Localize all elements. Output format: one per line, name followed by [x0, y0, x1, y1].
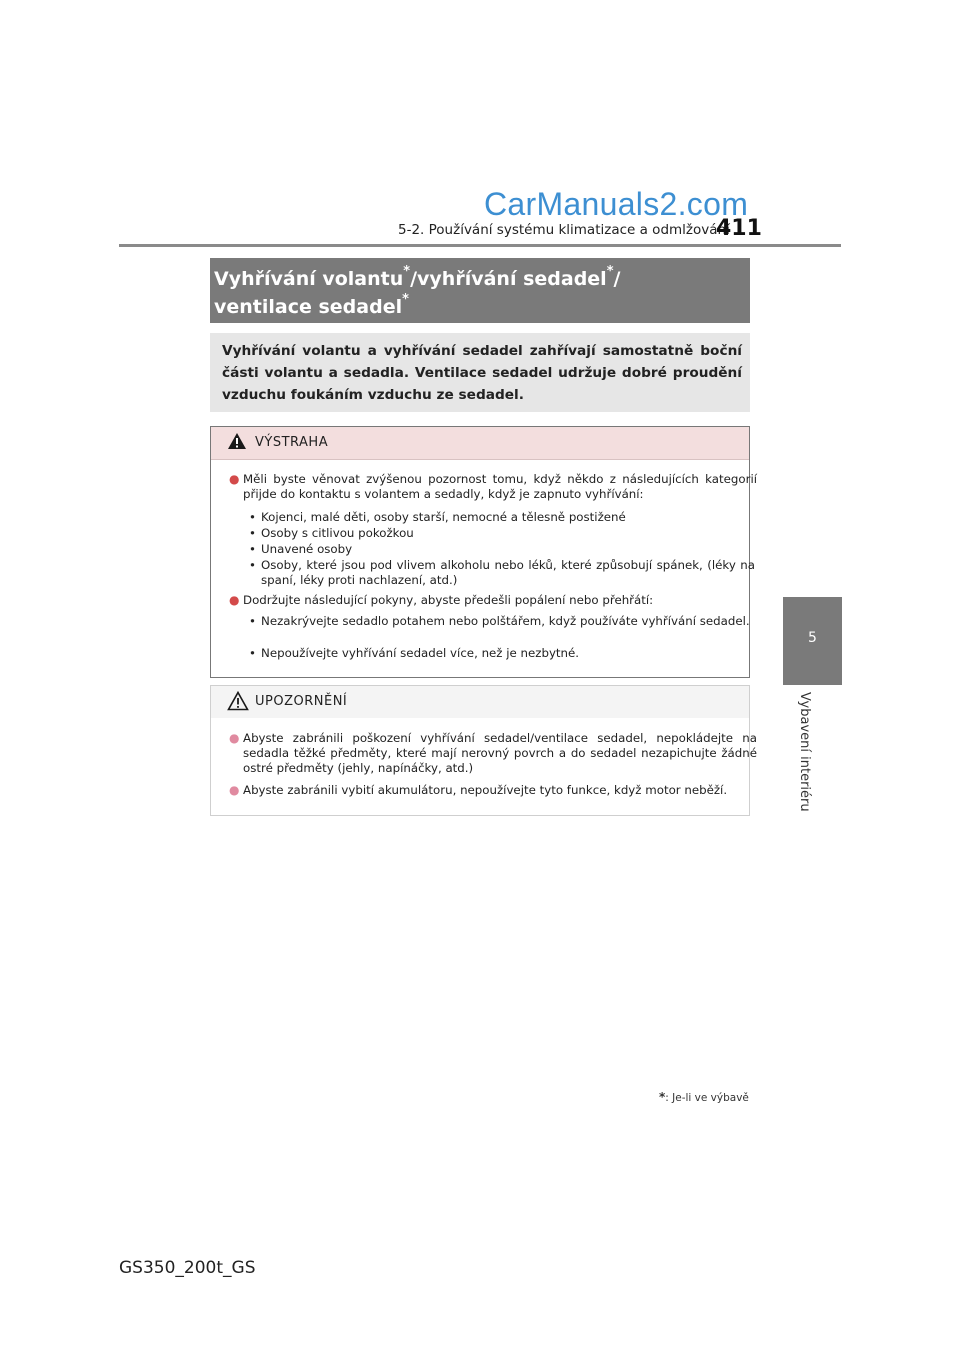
dot-icon: •	[249, 646, 256, 660]
chapter-label: Vybavení interiéru	[797, 692, 812, 812]
warning-item: ● Měli byste věnovat zvýšenou pozornost tomu, když někdo z následujících kategorií přijde do kontaktu s volantem a sedadly, když je zapnuto vyhřívání:	[229, 472, 757, 501]
bullet-icon: ●	[229, 783, 240, 797]
bullet-icon: ●	[229, 593, 240, 607]
footnote: *: Je-li ve výbavě	[659, 1090, 749, 1104]
caution-label: UPOZORNĚNÍ	[255, 694, 348, 709]
warning-subitem: • Nepoužívejte vyhřívání sedadel více, než je nezbytné.	[249, 646, 580, 660]
warning-subitem: • Osoby, které jsou pod vlivem alkoholu nebo léků, které způsobují spánek, (léky na spaní, léky proti nachlazení, atd.)	[249, 558, 755, 587]
warning-subitem: • Nezakrývejte sedadlo potahem nebo polštářem, když používáte vyhřívání sedadel.	[249, 614, 750, 628]
caution-item: ● Abyste zabránili poškození vyhřívání sedadel/ventilace sedadel, nepokládejte na sedadla těžké předměty, které mají nerovný povrch a do sedadel nezapichujte žádné ostré předměty (jehly, napínáčky, atd.)	[229, 731, 757, 775]
page-title	[210, 258, 750, 323]
intro-text: Vyhřívání volantu a vyhřívání sedadel zahřívají samostatně boční části volantu a sedadla. Ventilace sedadel udržuje dobré proudění vzduchu foukáním vzduchu ze sedadel.	[222, 343, 742, 403]
warning-item: ● Dodržujte následující pokyny, abyste předešli popálení nebo přehřátí:	[229, 593, 654, 607]
warning-subitem: • Osoby s citlivou pokožkou	[249, 526, 414, 540]
chapter-tab[interactable]: 5	[783, 597, 842, 685]
footnote-mark: *	[402, 292, 409, 307]
dot-icon: •	[249, 614, 256, 628]
caution-triangle-icon	[227, 691, 249, 711]
dot-icon: •	[249, 526, 256, 540]
warning-label: VÝSTRAHA	[255, 435, 329, 450]
footnote-mark: *	[403, 264, 411, 279]
watermark: CarManuals2.com	[484, 186, 749, 222]
caution-box	[210, 685, 757, 816]
dot-icon: •	[249, 510, 256, 524]
model-code: GS350_200t_GS	[119, 1258, 256, 1278]
caution-header	[211, 686, 749, 718]
page-number: 411	[716, 216, 762, 241]
warning-header	[211, 427, 749, 460]
intro-box	[210, 333, 750, 412]
bullet-icon: ●	[229, 472, 240, 486]
dot-icon: •	[249, 558, 256, 572]
footnote-mark: *	[606, 264, 614, 279]
footnote-mark: *	[659, 1090, 666, 1104]
warning-triangle-icon	[227, 432, 247, 450]
caution-item: ● Abyste zabránili vybití akumulátoru, nepoužívejte tyto funkce, když motor neběží.	[229, 783, 728, 797]
section-title: 5-2. Používání systému klimatizace a odmlžování	[398, 222, 730, 238]
warning-subitem: • Kojenci, malé děti, osoby starší, nemocné a tělesně postižené	[249, 510, 626, 524]
warning-box	[210, 426, 757, 678]
bullet-icon: ●	[229, 731, 240, 745]
dot-icon: •	[249, 542, 256, 556]
warning-subitem: • Unavené osoby	[249, 542, 353, 556]
header-rule	[119, 244, 841, 247]
title-line-1: Vyhřívání volantu*/vyhřívání sedadel*/	[214, 264, 621, 290]
title-line-2: ventilace sedadel*	[214, 292, 409, 318]
